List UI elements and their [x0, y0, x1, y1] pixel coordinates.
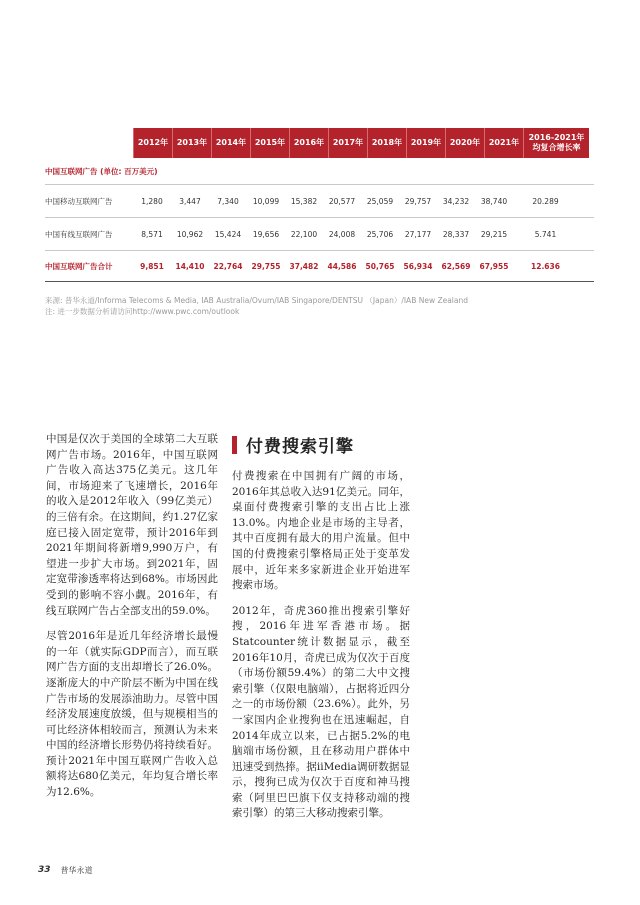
table-cell: 29,757 [404, 196, 432, 206]
table-cell: 15,424 [214, 229, 242, 239]
header-2020: 2020年 [445, 128, 484, 158]
table-cell: 22,764 [213, 261, 243, 271]
footer-brand: 普华永道 [60, 866, 93, 875]
table-cell: 67,955 [479, 261, 509, 271]
right-text [232, 469, 410, 822]
table-cell: 62,569 [441, 261, 471, 271]
header-2016: 2016年 [289, 128, 328, 158]
header-2014: 2014年 [211, 128, 250, 158]
table-cell: 44,586 [327, 261, 357, 271]
table-row-total [45, 251, 594, 282]
header-2021: 2021年 [484, 128, 523, 158]
source-note [45, 295, 468, 317]
table-cell: 12.636 [531, 261, 560, 271]
row-label: 中国互联网广告合计 [45, 261, 113, 271]
source-line: 来源: 普华永道/Informa Telecoms & Media, IAB Australia/Ovum/IAB Singapore/DENTSU （Japan）/IAB New Zealand [45, 296, 469, 305]
page-number: 33 [38, 865, 51, 875]
paragraph: 付费搜索在中国拥有广阔的市场，2016年其总收入达91亿美元。同年，桌面付费搜索引擎的支出占比上涨13.0%。内地企业是市场的主导者，其中百度拥有最大的用户流量。但中国的付费搜索引擎格局正处于变革发展中，近年来多家新进企业开始进军搜索市场。 [232, 470, 410, 592]
page-footer [38, 865, 93, 876]
header-2019: 2019年 [406, 128, 445, 158]
header-2018: 2018年 [367, 128, 406, 158]
table-cell: 20.289 [532, 196, 559, 206]
table-cell: 38,740 [480, 196, 508, 206]
revenue-table [45, 128, 594, 282]
heading-accent-bar [232, 436, 237, 454]
paragraph: 尽管2016年是近几年经济增长最慢的一年（就实际GDP而言），而互联网广告方面的支出却增长了26.0%。逐渐庞大的中产阶层不断为中国在线广告市场的发展添油助力。尽管中国经济发展速度放缓，但与规模相当的可比经济体相较而言，预测认为未来中国的经济增长形势仍将持续看好。预计2021年中国互联网广告收入总额将达680亿美元，年均复合增长率为12.6%。 [46, 630, 218, 799]
table-cell: 22,100 [290, 229, 318, 239]
table-cell: 56,934 [403, 261, 433, 271]
table-cell: 14,410 [175, 261, 205, 271]
header-cagr: 2016-2021年 均复合增长率 [523, 128, 589, 158]
table-cell: 29,755 [251, 261, 281, 271]
table-header [45, 128, 594, 158]
table-cell: 19,656 [252, 229, 280, 239]
note-line: 注: 进一步数据分析请访问http://www.pwc.com/outlook [45, 307, 240, 316]
table-cell: 29,215 [480, 229, 508, 239]
table-cell: 27,177 [404, 229, 432, 239]
table-cell: 34,232 [442, 196, 470, 206]
row-label: 中国移动互联网广告 [45, 196, 113, 206]
table-cell: 15,382 [290, 196, 318, 206]
header-2015: 2015年 [250, 128, 289, 158]
table-cell: 24,008 [328, 229, 356, 239]
header-2017: 2017年 [328, 128, 367, 158]
table-cell: 20,577 [328, 196, 356, 206]
section-heading [232, 432, 410, 457]
table-cell: 8,571 [141, 229, 163, 239]
table-cell: 50,765 [365, 261, 395, 271]
table-row [45, 185, 594, 218]
section-title: 付费搜索引擎 [246, 437, 354, 457]
header-2013: 2013年 [172, 128, 211, 158]
paragraph: 中国是仅次于美国的全球第二大互联网广告市场。2016年，中国互联网广告收入高达375亿美元。这几年间，市场迎来了飞速增长，2016年的收入是2012年收入（99亿美元）的三倍有余。在这期间，约1.27亿家庭已接入固定宽带，预计2016年到2021年期间将新增9,990万户，有望进一步扩大市场。到2021年，固定宽带渗透率将达到68%。市场因此受到的影响不容小觑。2016年，有线互联网广告占全部支出的59.0%。 [46, 433, 218, 617]
table-cell: 28,337 [442, 229, 470, 239]
paragraph: 2012年，奇虎360推出搜索引擎好搜，2016年进军香港市场。据Statcounter统计数据显示，截至2016年10月，奇虎已成为仅次于百度（市场份额59.4%）的第二大中文搜索引擎（仅限电脑端），占据将近四分之一的市场份额（23.6%）。此外，另一家国内企业搜狗也在迅速崛起，自2014年成立以来，已占据5.2%的电脑端市场份额，且在移动用户群体中迅速受到热捧。据iiMedia调研数据显示，搜狗已成为仅次于百度和神马搜索（阿里巴巴旗下仅支持移动端的搜索引擎）的第三大移动搜索引擎。 [232, 604, 410, 820]
table-cell: 9,851 [140, 261, 164, 271]
table-cell: 37,482 [289, 261, 319, 271]
table-cell: 5.741 [534, 229, 557, 239]
left-column [46, 432, 218, 811]
table-cell: 1,280 [141, 196, 163, 206]
table-row [45, 218, 594, 251]
table-cell: 10,962 [176, 229, 204, 239]
table-unit-label: 中国互联网广告 (单位: 百万美元) [45, 158, 594, 185]
table-cell: 3,447 [179, 196, 201, 206]
table-cell: 10,099 [252, 196, 280, 206]
row-label: 中国有线互联网广告 [45, 229, 113, 239]
header-blank [45, 128, 133, 158]
table-cell: 25,059 [366, 196, 394, 206]
table-cell: 7,340 [217, 196, 239, 206]
header-2012: 2012年 [133, 128, 172, 158]
right-column [232, 432, 410, 832]
table-cell: 25,706 [366, 229, 394, 239]
